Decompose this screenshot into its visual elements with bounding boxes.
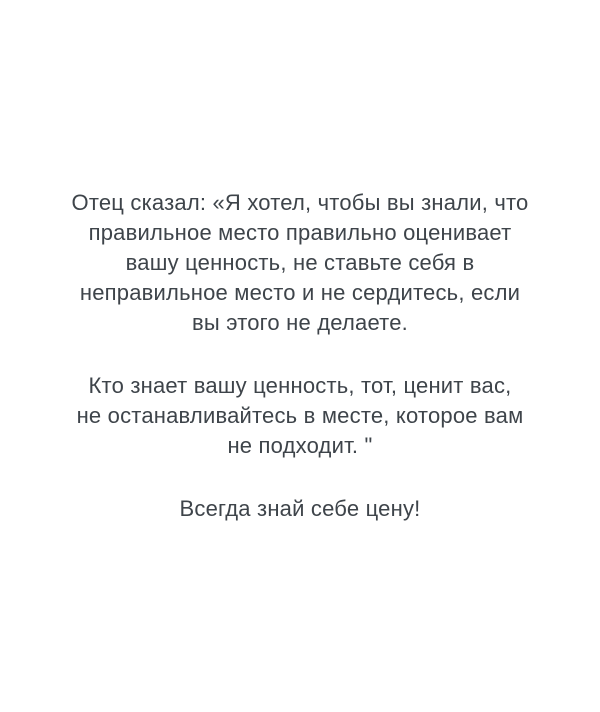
quote-line: неправильное место и не сердитесь, если [79, 280, 521, 305]
quote-paragraph-1 [40, 188, 560, 338]
quote-closing-line [40, 494, 560, 524]
quote-line: Всегда знай себе цену! [179, 496, 421, 521]
quote-line: не подходит. " [227, 433, 373, 458]
quote-line: вашу ценность, не ставьте себя в [125, 250, 475, 275]
quote-line: Кто знает вашу ценность, тот, ценит вас, [88, 373, 512, 398]
quote-text-block [40, 188, 560, 524]
quote-paragraph-2 [40, 371, 560, 461]
quote-line: вы этого не делаете. [192, 310, 408, 335]
quote-line: не останавливайтесь в месте, которое вам [76, 403, 524, 428]
quote-line: правильное место правильно оценивает [88, 220, 512, 245]
quote-line: Отец сказал: «Я хотел, чтобы вы знали, что [71, 190, 529, 215]
